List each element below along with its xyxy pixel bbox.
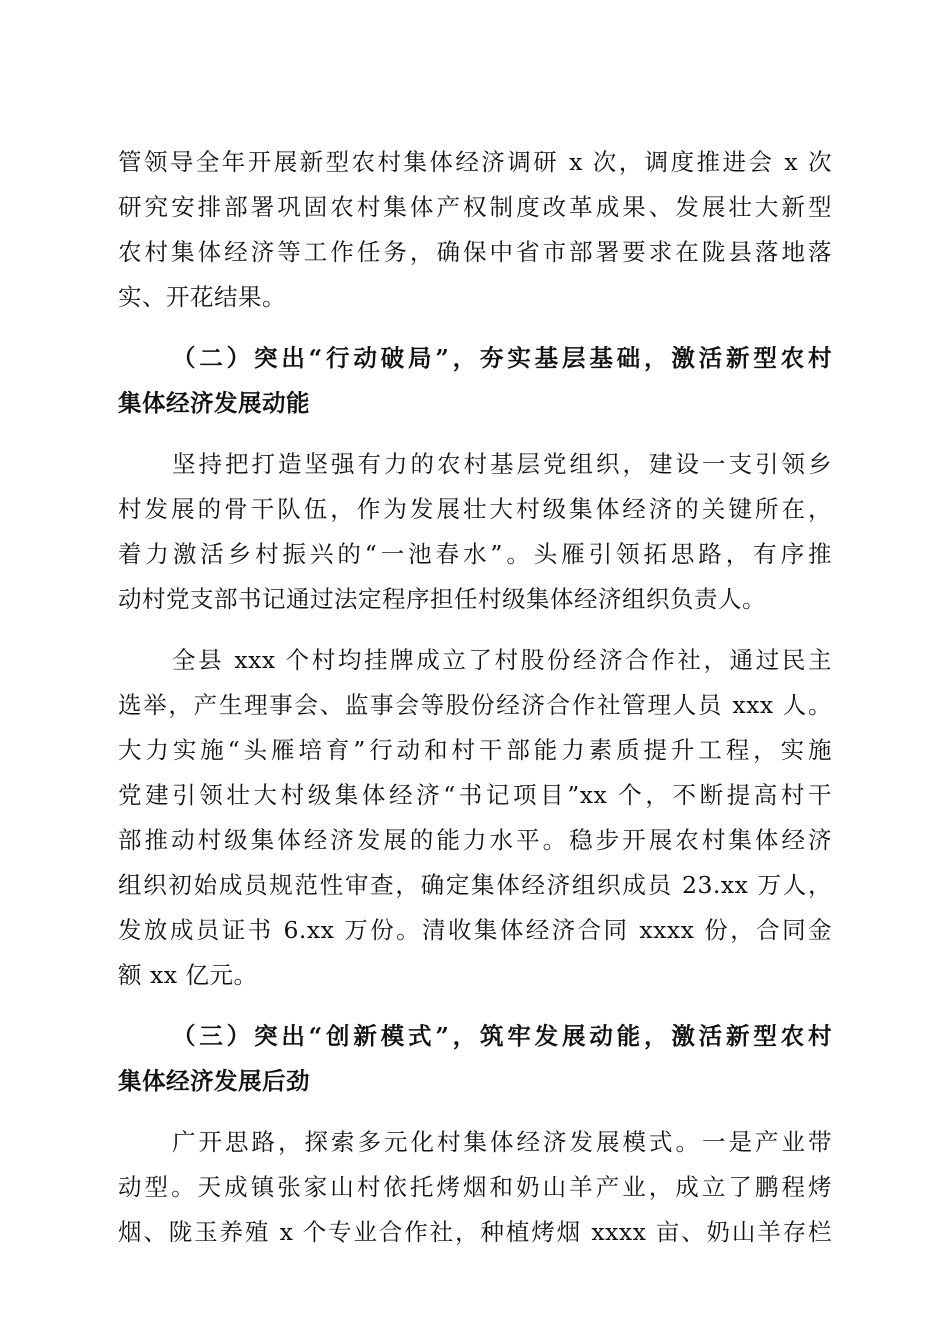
heading-line: （二）突出“行动破局”，夯实基层基础，激活新型农村 <box>172 344 832 372</box>
text-line: 部推动村级集体经济发展的能力水平。稳步开展农村集体经济 <box>118 826 832 854</box>
text-line: 广开思路，探索多元化村集体经济发展模式。一是产业带 <box>172 1128 832 1156</box>
text-line: 动村党支部书记通过法定程序担任村级集体经济组织负责人。 <box>118 585 766 613</box>
heading-line: 集体经济发展后劲 <box>118 1067 310 1095</box>
text-line: 管领导全年开展新型农村集体经济调研 x 次，调度推进会 x 次 <box>118 148 832 176</box>
section-heading-2 <box>118 336 832 426</box>
paragraph <box>118 638 832 998</box>
text-line: 研究安排部署巩固农村集体产权制度改革成果、发展壮大新型 <box>118 193 832 221</box>
text-line: 全县 xxx 个村均挂牌成立了村股份经济合作社，通过民主 <box>172 646 832 674</box>
document-page <box>118 140 832 1255</box>
text-line: 党建引领壮大村级集体经济“书记项目”xx 个，不断提高村干 <box>118 781 832 809</box>
text-line: 着力激活乡村振兴的“一池春水”。头雁引领拓思路，有序推 <box>118 540 832 568</box>
text-line: 坚持把打造坚强有力的农村基层党组织，建设一支引领乡 <box>172 450 832 478</box>
text-line: 烟、陇玉养殖 x 个专业合作社，种植烤烟 xxxx 亩、奶山羊存栏 <box>118 1218 832 1246</box>
heading-line: 集体经济发展动能 <box>118 389 310 417</box>
section-heading-3 <box>118 1014 832 1104</box>
text-line: 发放成员证书 6.xx 万份。清收集体经济合同 xxxx 份，合同金 <box>118 916 832 944</box>
text-line: 实、开花结果。 <box>118 283 286 311</box>
text-line: 大力实施“头雁培育”行动和村干部能力素质提升工程，实施 <box>118 736 832 764</box>
text-line: 动型。天成镇张家山村依托烤烟和奶山羊产业，成立了鹏程烤 <box>118 1173 832 1201</box>
paragraph <box>118 1120 832 1255</box>
text-line: 选举，产生理事会、监事会等股份经济合作社管理人员 xxx 人。 <box>118 691 832 719</box>
paragraph-continuation <box>118 140 832 320</box>
text-line: 组织初始成员规范性审查，确定集体经济组织成员 23.xx 万人， <box>118 871 832 899</box>
paragraph <box>118 442 832 622</box>
text-line: 额 xx 亿元。 <box>118 961 258 989</box>
text-line: 农村集体经济等工作任务，确保中省市部署要求在陇县落地落 <box>118 238 832 266</box>
heading-line: （三）突出“创新模式”，筑牢发展动能，激活新型农村 <box>172 1022 832 1050</box>
text-line: 村发展的骨干队伍，作为发展壮大村级集体经济的关键所在， <box>118 495 832 523</box>
